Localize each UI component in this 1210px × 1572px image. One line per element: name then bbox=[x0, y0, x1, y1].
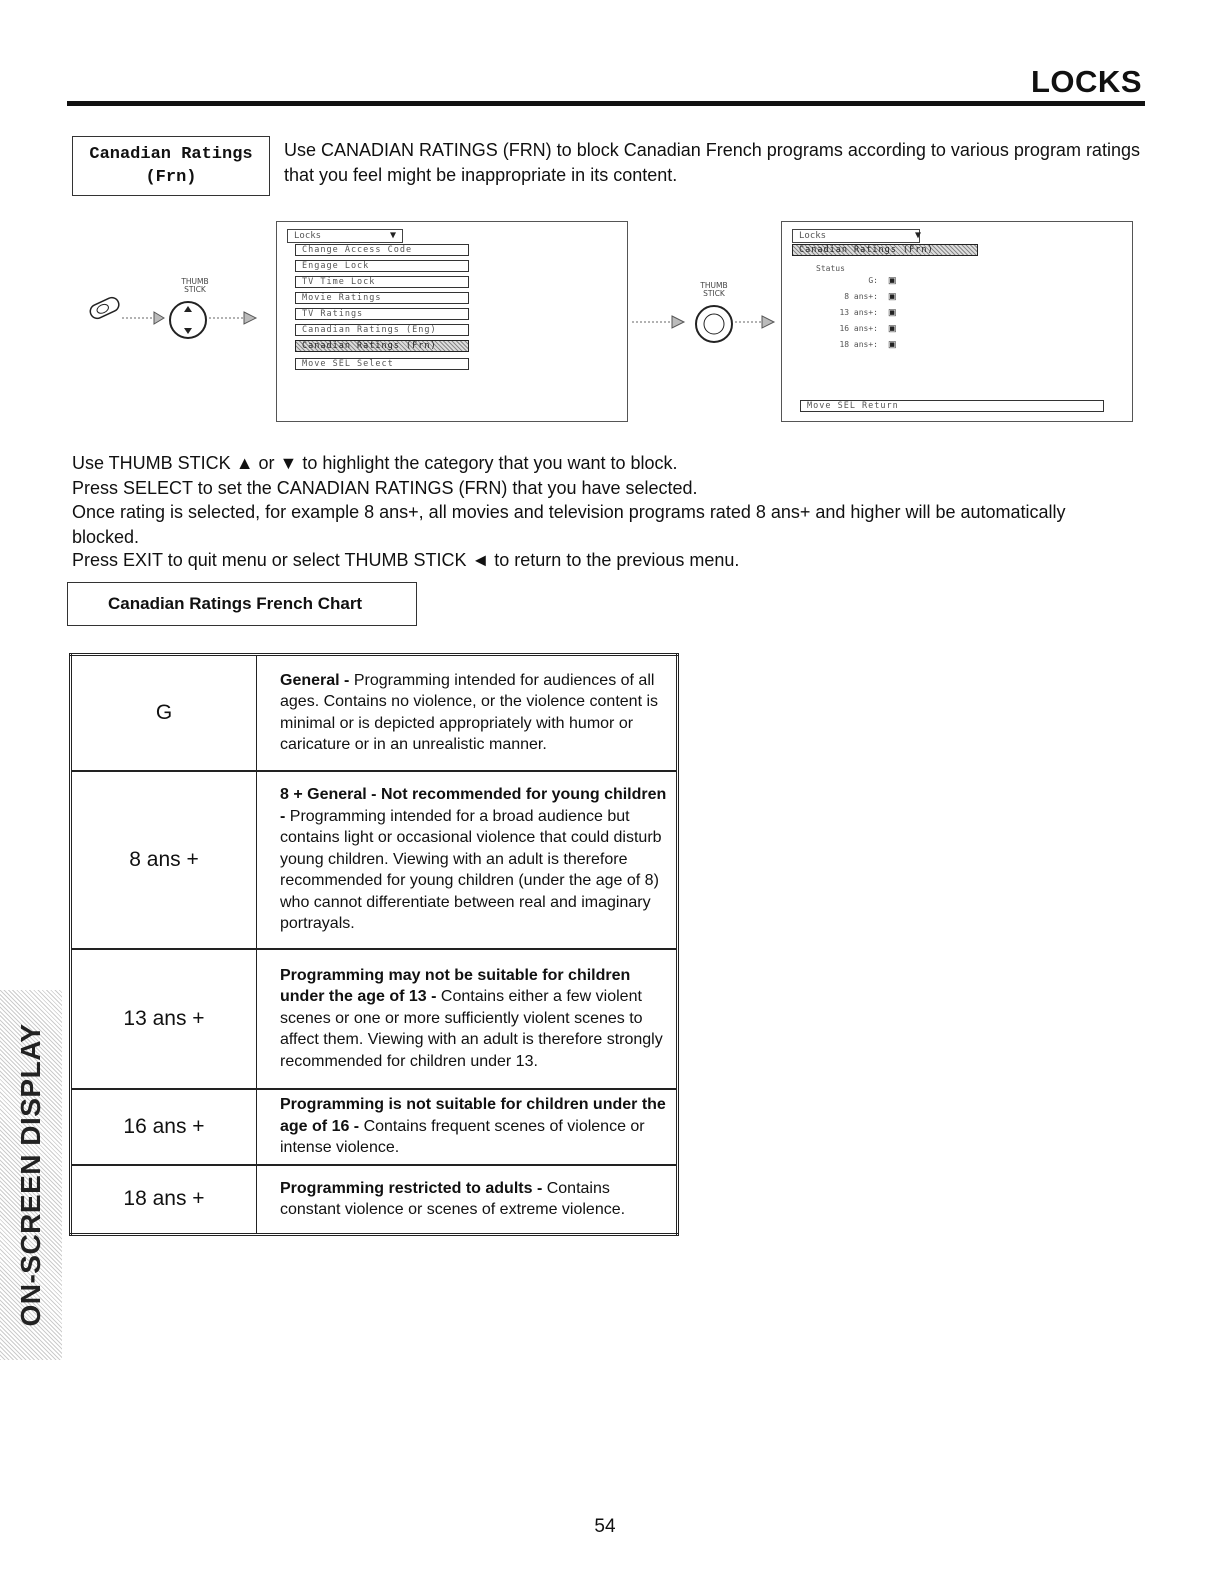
menu-item-canadian-ratings-eng[interactable]: Canadian Ratings (Eng) bbox=[295, 324, 469, 336]
menu-item-change-access-code[interactable]: Change Access Code bbox=[295, 244, 469, 256]
instruction-line-2: Press SELECT to set the CANADIAN RATINGS (FRN) that you have selected. bbox=[72, 478, 698, 498]
ratings-table bbox=[69, 653, 679, 1236]
rating-title: Programming may not be suitable for children under the age of 13 - bbox=[280, 966, 631, 1006]
rating-text: Contains frequent scenes of violence or intense violence. bbox=[280, 1117, 645, 1157]
status-row-g: G: bbox=[868, 276, 878, 285]
feature-label-line1: Canadian Ratings bbox=[89, 145, 253, 164]
page-number: 54 bbox=[594, 1516, 616, 1537]
menu-screen-locks bbox=[276, 221, 628, 422]
status-label: Status bbox=[816, 264, 845, 273]
status-row-18: 18 ans+: bbox=[839, 340, 878, 349]
rating-text: Contains constant violence or scenes of extreme violence. bbox=[280, 1179, 626, 1219]
rating-text: Contains either a few violent scenes or one or more sufficiently violent scenes to affect them. Viewing with an adult is therefore strongly recommended for children under 13. bbox=[280, 988, 663, 1070]
menu-title bbox=[287, 229, 403, 243]
menu-footer: Move SEL Select bbox=[295, 358, 469, 370]
menu-item-movie-ratings[interactable]: Movie Ratings bbox=[295, 292, 469, 304]
rating-code: 8 ans + bbox=[71, 771, 257, 949]
feature-label-line2: (Frn) bbox=[145, 168, 197, 187]
table-row bbox=[71, 771, 678, 949]
instruction-line-1: Use THUMB STICK ▲ or ▼ to highlight the category that you want to block. bbox=[72, 453, 678, 473]
rating-title: 8 + General - Not recommended for young children - bbox=[280, 786, 667, 825]
status-row-8: 8 ans+: bbox=[844, 292, 878, 301]
feature-label-box bbox=[72, 136, 270, 196]
rating-code: 18 ans + bbox=[71, 1165, 257, 1235]
menu-item-engage-lock[interactable]: Engage Lock bbox=[295, 260, 469, 272]
remote-illustration-1 bbox=[84, 278, 274, 348]
chart-title: Canadian Ratings French Chart bbox=[67, 582, 417, 626]
table-row bbox=[71, 949, 678, 1089]
table-row bbox=[71, 655, 678, 771]
header-rule bbox=[67, 101, 1145, 106]
thumb-stick-label: THUMB STICK bbox=[181, 277, 209, 294]
rating-title: Programming is not suitable for children under the age of 16 - bbox=[280, 1096, 666, 1135]
instruction-line-3: Once rating is selected, for example 8 ans+, all movies and television programs rated 8 ans+ and higher will be automatically blocked. bbox=[72, 502, 1066, 547]
status-footer: Move SEL Return bbox=[800, 400, 1104, 412]
rating-text: Programming intended for a broad audience but contains light or occasional violence that could disturb young children. Viewing with an adult is therefore recommended for young children (under the age of 8) who cannot differentiate between real and imaginary portrayals. bbox=[280, 807, 662, 933]
side-section-tab bbox=[0, 990, 62, 1360]
status-row-16: 16 ans+: bbox=[839, 324, 878, 333]
lock-icon: ▣ bbox=[888, 291, 897, 301]
status-screen-canadian-frn bbox=[781, 221, 1133, 422]
menu-item-tv-ratings[interactable]: TV Ratings bbox=[295, 308, 469, 320]
feature-description: Use CANADIAN RATINGS (FRN) to block Canadian French programs according to various program ratings that you feel might be inappropriate in its content. bbox=[284, 140, 1140, 185]
rating-description bbox=[257, 949, 678, 1089]
status-highlighted-item[interactable]: Canadian Ratings (Frn) bbox=[792, 244, 978, 256]
side-tab-label: ON-SCREEN DISPLAY bbox=[15, 1023, 46, 1327]
instruction-line-4: Press EXIT to quit menu or select THUMB STICK ◄ to return to the previous menu. bbox=[72, 550, 740, 570]
lock-icon: ▣ bbox=[888, 323, 897, 333]
rating-code: 16 ans + bbox=[71, 1089, 257, 1165]
rating-text: Programming intended for audiences of all ages. Contains no violence, or the violence content is minimal or is depicted appropriately with humor or caricature or in an unrealistic manner. bbox=[280, 671, 659, 754]
menu-item-tv-time-lock[interactable]: TV Time Lock bbox=[295, 276, 469, 288]
lock-icon: ▣ bbox=[888, 275, 897, 285]
rating-code: 13 ans + bbox=[71, 949, 257, 1089]
rating-description bbox=[257, 771, 678, 949]
rating-description bbox=[257, 1165, 678, 1235]
rating-title: Programming restricted to adults - bbox=[280, 1179, 547, 1197]
lock-icon: ▣ bbox=[888, 339, 897, 349]
status-menu-title-text: Locks bbox=[799, 231, 827, 241]
table-row bbox=[71, 1165, 678, 1235]
remote-illustration-2 bbox=[632, 282, 782, 352]
lock-icon: ▣ bbox=[888, 307, 897, 317]
table-row bbox=[71, 1089, 678, 1165]
page-title: LOCKS bbox=[1031, 64, 1142, 99]
menu-item-canadian-ratings-frn[interactable]: Canadian Ratings (Frn) bbox=[295, 340, 469, 352]
rating-title: General - bbox=[280, 671, 354, 689]
rating-code: G bbox=[71, 655, 257, 771]
remote-icon bbox=[84, 278, 274, 348]
thumb-stick-label-2: THUMB STICK bbox=[700, 281, 728, 298]
arrow-down-icon: ▼ bbox=[389, 230, 396, 241]
rating-description bbox=[257, 655, 678, 771]
status-menu-title bbox=[792, 229, 920, 243]
menu-title-text: Locks bbox=[294, 231, 322, 241]
status-row-13: 13 ans+: bbox=[839, 308, 878, 317]
arrow-down-icon: ▼ bbox=[914, 230, 921, 241]
rating-description bbox=[257, 1089, 678, 1165]
